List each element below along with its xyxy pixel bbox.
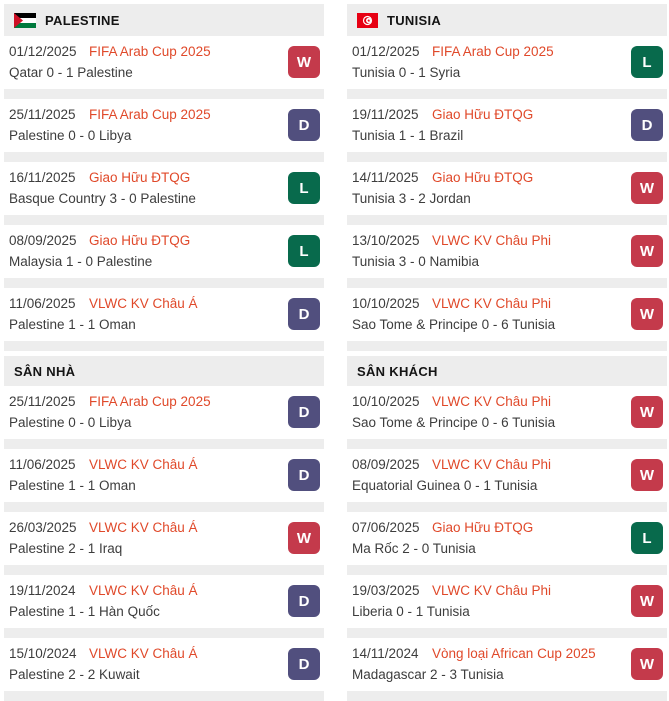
match-result: Qatar 0 - 1 Palestine (9, 65, 133, 80)
match-result: Palestine 2 - 1 Iraq (9, 541, 123, 556)
team-header-tunisia (347, 4, 667, 36)
match-info (352, 294, 625, 334)
match-info (9, 392, 282, 432)
match-date: 26/03/2025 (9, 520, 77, 535)
result-badge: W (288, 522, 320, 554)
match-result: Liberia 0 - 1 Tunisia (352, 604, 470, 619)
match-row[interactable] (347, 512, 667, 575)
competition-link[interactable]: Giao Hữu ĐTQG (89, 233, 191, 248)
competition-link[interactable]: VLWC KV Châu Á (89, 520, 198, 535)
competition-link[interactable]: VLWC KV Châu Á (89, 583, 198, 598)
match-date: 10/10/2025 (352, 296, 420, 311)
competition-link[interactable]: Giao Hữu ĐTQG (89, 170, 191, 185)
result-badge: L (288, 235, 320, 267)
match-row[interactable] (347, 638, 667, 701)
result-badge: W (631, 648, 663, 680)
result-badge: W (631, 459, 663, 491)
match-info (9, 168, 282, 208)
result-badge: D (631, 109, 663, 141)
match-date: 11/06/2025 (9, 457, 76, 472)
match-date: 11/06/2025 (9, 296, 76, 311)
result-badge: W (631, 585, 663, 617)
section-title: SÂN NHÀ (14, 363, 76, 379)
match-result: Tunisia 3 - 0 Namibia (352, 254, 480, 269)
match-date: 15/10/2024 (9, 646, 77, 661)
match-result: Madagascar 2 - 3 Tunisia (352, 667, 504, 682)
match-date: 16/11/2025 (9, 170, 76, 185)
competition-link[interactable]: FIFA Arab Cup 2025 (89, 394, 211, 409)
match-row[interactable] (347, 386, 667, 449)
competition-link[interactable]: VLWC KV Châu Á (89, 646, 198, 661)
match-row[interactable] (4, 512, 324, 575)
match-result: Palestine 2 - 2 Kuwait (9, 667, 140, 682)
match-row[interactable] (347, 162, 667, 225)
match-row[interactable] (347, 36, 667, 99)
match-result: Tunisia 0 - 1 Syria (352, 65, 461, 80)
match-row[interactable] (347, 449, 667, 512)
result-badge: W (288, 46, 320, 78)
match-row[interactable] (4, 288, 324, 351)
match-date: 10/10/2025 (352, 394, 420, 409)
match-date: 19/11/2025 (352, 107, 419, 122)
competition-link[interactable]: VLWC KV Châu Phi (432, 394, 552, 409)
competition-link[interactable]: VLWC KV Châu Phi (432, 457, 552, 472)
competition-link[interactable]: FIFA Arab Cup 2025 (89, 44, 211, 59)
match-info (9, 42, 282, 82)
match-result: Palestine 1 - 1 Hàn Quốc (9, 604, 160, 619)
match-info (352, 392, 625, 432)
match-result: Equatorial Guinea 0 - 1 Tunisia (352, 478, 538, 493)
match-result: Malaysia 1 - 0 Palestine (9, 254, 153, 269)
match-info (352, 105, 625, 145)
match-row[interactable] (4, 575, 324, 638)
match-info (352, 168, 625, 208)
match-info (9, 105, 282, 145)
result-badge: D (288, 396, 320, 428)
team-name: TUNISIA (387, 12, 442, 28)
result-badge: W (631, 396, 663, 428)
match-date: 25/11/2025 (9, 107, 76, 122)
result-badge: W (631, 235, 663, 267)
match-date: 01/12/2025 (352, 44, 420, 59)
result-badge: W (631, 298, 663, 330)
palestine-flag-icon (14, 13, 36, 28)
match-result: Palestine 1 - 1 Oman (9, 478, 136, 493)
match-row[interactable] (4, 36, 324, 99)
tunisia-flag-icon (357, 13, 378, 28)
competition-link[interactable]: Giao Hữu ĐTQG (432, 107, 534, 122)
match-info (9, 581, 282, 621)
competition-link[interactable]: VLWC KV Châu Phi (432, 233, 552, 248)
result-badge: D (288, 298, 320, 330)
result-badge: L (288, 172, 320, 204)
match-info (352, 455, 625, 495)
match-row[interactable] (4, 386, 324, 449)
match-date: 01/12/2025 (9, 44, 77, 59)
section-title: SÂN KHÁCH (357, 363, 438, 379)
team-name: PALESTINE (45, 12, 120, 28)
match-row[interactable] (4, 99, 324, 162)
match-result: Tunisia 1 - 1 Brazil (352, 128, 464, 143)
match-info (9, 294, 282, 334)
match-date: 08/09/2025 (9, 233, 77, 248)
competition-link[interactable]: FIFA Arab Cup 2025 (432, 44, 554, 59)
match-row[interactable] (4, 162, 324, 225)
result-badge: L (631, 46, 663, 78)
match-info (352, 644, 625, 684)
match-info (9, 455, 282, 495)
team-column-tunisia (347, 4, 667, 701)
competition-link[interactable]: Giao Hữu ĐTQG (432, 170, 534, 185)
competition-link[interactable]: VLWC KV Châu Á (89, 296, 198, 311)
match-info (9, 518, 282, 558)
competition-link[interactable]: Vòng loại African Cup 2025 (432, 646, 596, 661)
match-date: 14/11/2024 (352, 646, 419, 661)
result-badge: D (288, 109, 320, 141)
competition-link[interactable]: Giao Hữu ĐTQG (432, 520, 534, 535)
match-result: Sao Tome & Principe 0 - 6 Tunisia (352, 415, 556, 430)
match-result: Palestine 0 - 0 Libya (9, 415, 132, 430)
team-header-palestine (4, 4, 324, 36)
match-row[interactable] (347, 575, 667, 638)
section-header (4, 356, 324, 386)
match-result: Palestine 0 - 0 Libya (9, 128, 132, 143)
match-row[interactable] (4, 449, 324, 512)
competition-link[interactable]: FIFA Arab Cup 2025 (89, 107, 211, 122)
result-badge: D (288, 585, 320, 617)
team-column-palestine (4, 4, 324, 701)
match-info (9, 644, 282, 684)
match-date: 19/11/2024 (9, 583, 76, 598)
match-result: Basque Country 3 - 0 Palestine (9, 191, 196, 206)
competition-link[interactable]: VLWC KV Châu Phi (432, 296, 552, 311)
match-date: 25/11/2025 (9, 394, 76, 409)
result-badge: D (288, 648, 320, 680)
result-badge: D (288, 459, 320, 491)
match-info (352, 231, 625, 271)
match-row[interactable] (347, 99, 667, 162)
match-row[interactable] (4, 225, 324, 288)
match-info (352, 42, 625, 82)
match-row[interactable] (4, 638, 324, 701)
competition-link[interactable]: VLWC KV Châu Á (89, 457, 198, 472)
match-result: Palestine 1 - 1 Oman (9, 317, 136, 332)
result-badge: L (631, 522, 663, 554)
match-row[interactable] (347, 225, 667, 288)
match-result: Sao Tome & Principe 0 - 6 Tunisia (352, 317, 556, 332)
match-result: Tunisia 3 - 2 Jordan (352, 191, 471, 206)
match-date: 07/06/2025 (352, 520, 420, 535)
match-date: 19/03/2025 (352, 583, 420, 598)
match-info (352, 518, 625, 558)
match-date: 08/09/2025 (352, 457, 420, 472)
match-list (4, 36, 324, 701)
competition-link[interactable]: VLWC KV Châu Phi (432, 583, 552, 598)
match-row[interactable] (347, 288, 667, 351)
match-result: Ma Rốc 2 - 0 Tunisia (352, 541, 476, 556)
result-badge: W (631, 172, 663, 204)
section-header (347, 356, 667, 386)
match-date: 14/11/2025 (352, 170, 419, 185)
match-info (9, 231, 282, 271)
match-info (352, 581, 625, 621)
match-date: 13/10/2025 (352, 233, 420, 248)
match-list (347, 36, 667, 701)
